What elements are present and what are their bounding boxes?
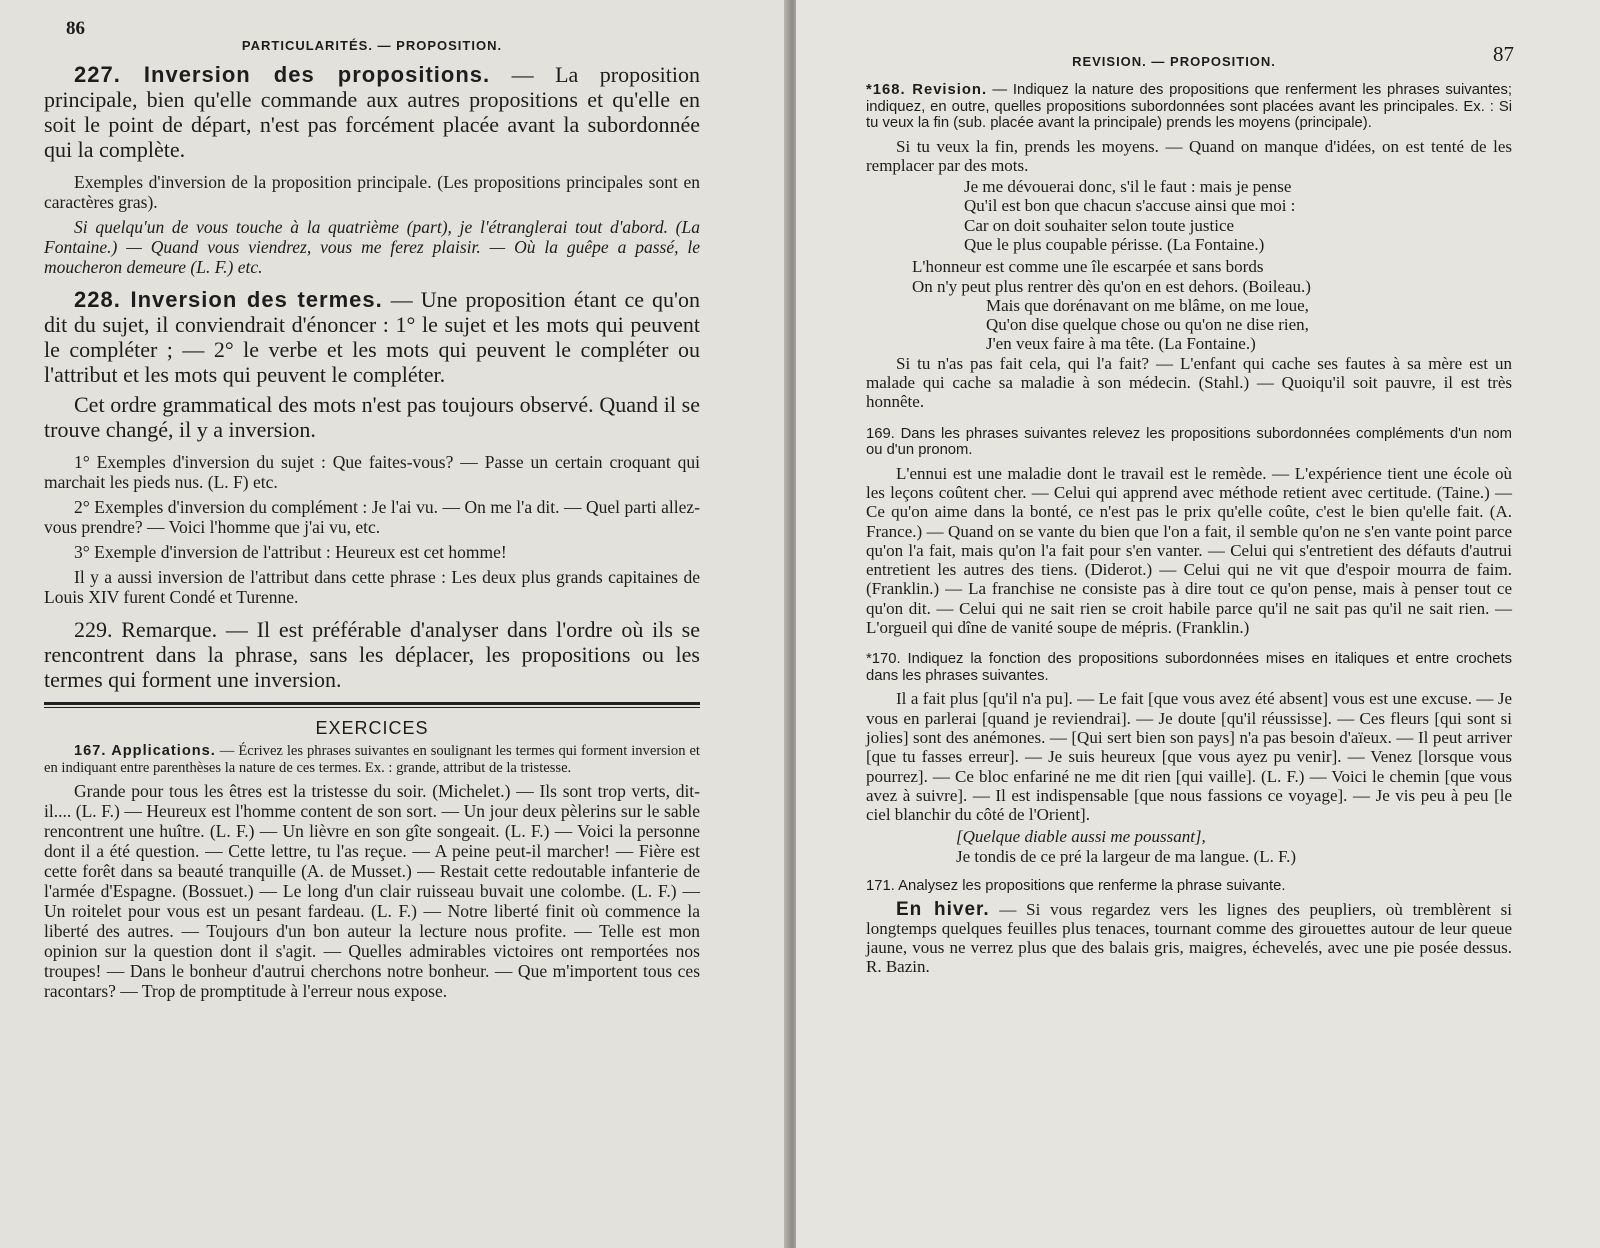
running-head: REVISION. — PROPOSITION. xyxy=(1072,54,1276,69)
right-header xyxy=(866,42,1512,76)
verse-line: L'honneur est comme une île escarpée et sans bords xyxy=(912,257,1264,277)
exercise-169-text: L'ennui est une maladie dont le travail est le remède. — L'expérience tient une école où les leçons coûtent cher. — Celui qui apprend avec méthode retient avec certitude. (Taine.) — Ce qu'on aime dans la bonté, ce n'est pas le prix qu'elle coûte, c'est le bien qu'elle fait. (A. France.) — Quand on se vante du bien que l'on a fait, il semble qu'on ne s'en vante point parce qu'on l'a fait, mais qu'on l'a fait pour s'en vanter. — Celui qui s'entretient des défauts d'autrui entretient les autres des tiens. (Diderot.) — Celui qui ne vit que d'espoir mourra de faim. (Franklin.) — La franchise ne consiste pas à dire tout ce qu'on pense, mais à penser tout ce qu'on dit. — Celui qui ne sait rien se croit habile parce qu'il ne sait pas qu'il ne sait rien. — L'orgueil qui dîne de vanité soupe de mépris. (Franklin.) xyxy=(866,463,1512,638)
verse-line: Mais que dorénavant on me blâme, on me loue, xyxy=(986,295,1309,315)
example-2: 2° Exemples d'inversion du complément : Je l'ai vu. — On me l'a dit. — Quel parti allez-vous prendre? — Voici l'homme que j'ai vu, etc. xyxy=(44,497,700,537)
text-171: — Si vous regardez vers les lignes des peupliers, où tremblèrent si longtemps quelques feuilles plus tenaces, tournant comme des girouettes autour de leur queue jaune, vous ne verrez plus que des balais gris, maigres, échevelés, avec une pie posée dessus. R. Bazin. xyxy=(866,899,1512,977)
right-page xyxy=(796,0,1600,1248)
verse-line: Qu'on dise quelque chose ou qu'on ne dise rien, xyxy=(986,315,1309,335)
exercise-171-text xyxy=(866,900,1512,977)
exercise-170: *170. Indiquez la fonction des propositions subordonnées mises en italiques et entre crochets dans les phrases suivantes. xyxy=(866,651,1512,684)
double-rule xyxy=(44,702,700,708)
exercises-title: EXERCICES xyxy=(315,718,429,738)
verse-4 xyxy=(866,827,1512,866)
exercise-168-text-2: Si tu n'as pas fait cela, qui l'a fait? — L'enfant qui cache ses fautes à sa mère est un malade qui cache sa maladie à son médecin. (Stahl.) — Quoiqu'il soit pauvre, il est très honnête. xyxy=(866,353,1512,412)
instructions-168: — Indiquez la nature des propositions que renferment les phrases suivantes; indiquez, en outre, quelles propositions subordonnées sont placées avant les principales. Ex. : Si tu veux la fin (sub. placée avant la principale) prends les moyens (principale). xyxy=(866,82,1513,131)
paragraph-229: 229. Remarque. — Il est préférable d'analyser dans l'ordre où ils se rencontrent dans la phrase, sans les déplacer, les propositions ou les termes qui forment une inversion. xyxy=(44,617,700,692)
heading-en-hiver: En hiver. xyxy=(896,898,990,920)
text-227: — La proposition principale, bien qu'elle commande aux autres propositions et qu'elle en soit le point de départ, n'est pas forcément placée avant la subordonnée qui la complète. xyxy=(44,62,701,162)
verse-line: Que le plus coupable périsse. (La Fontaine.) xyxy=(964,234,1265,254)
verse-line: J'en veux faire à ma tête. (La Fontaine.) xyxy=(986,334,1256,354)
left-header xyxy=(44,18,700,52)
verse-1 xyxy=(866,177,1512,254)
exercise-167 xyxy=(44,743,700,776)
page-number: 86 xyxy=(66,18,85,39)
heading-227: 227. Inversion des propositions. xyxy=(74,62,491,87)
running-head: PARTICULARITÉS. — PROPOSITION. xyxy=(241,38,503,53)
heading-228: 228. Inversion des termes. xyxy=(74,287,383,312)
example-1: 1° Exemples d'inversion du sujet : Que faites-vous? — Passe un certain croquant qui marchait les pieds nus. (L. F) etc. xyxy=(44,452,700,492)
exercise-168 xyxy=(866,82,1512,132)
paragraph-227 xyxy=(44,62,700,162)
verse-line: [Quelque diable aussi me poussant], xyxy=(956,827,1206,847)
exercise-167-text: Grande pour tous les êtres est la tristesse du soir. (Michelet.) — Ils sont trop verts, dit-il.... (L. F.) — Heureux est l'homme content de son sort. — Un jour deux pèlerins sur le sable rencontrent une huître. (L. F.) — Un lièvre en son gîte songeait. (L. F.) — Voici la personne dont il a été question. — Cette lettre, tu l'as reçue. — A peine peut-il marcher! — Fière est cette forêt dans sa beauté tranquille (A. de Musset.) — Restait cette redoutable infanterie de l'armée d'Espagne. (Bossuet.) — Le long d'un clair ruisseau buvait une colombe. (L. F.) — Un roitelet pour vous est un pesant fardeau. (L. F.) — Notre liberté finit où commence la liberté des autres. — Toujours d'un bon auteur la lecture nous profite. — Telle est mon opinion sur la question dont il s'agit. — Quelles admirables victoires ont remportées nos troupes! — Dans le bonheur d'autrui cherchons notre bonheur. — Que m'importent tous ces racontars? — Trop de promptitude à l'erreur nous expose. xyxy=(44,781,700,1001)
instructions-167: — Écrivez les phrases suivantes en soulignant les termes qui forment inversion et en indiquant entre parenthèses la nature de ces termes. Ex. : grande, attribut de la tristesse. xyxy=(44,743,700,776)
page-number: 87 xyxy=(1493,42,1514,66)
examples-text: Si quelqu'un de vous touche à la quatrième (part), je l'étranglerai tout d'abord. (La Fontaine.) — Quand vous viendrez, vous me ferez plaisir. — Où la guêpe a passé, le moucheron demeure (L. F.) etc. xyxy=(44,217,700,277)
exercise-168-text-1: Si tu veux la fin, prends les moyens. — Quand on manque d'idées, on est tenté de les remplacer par des mots. xyxy=(866,136,1512,175)
heading-168: *168. Revision. xyxy=(866,82,988,98)
exercise-170-text: Il a fait plus [qu'il n'a pu]. — Le fait [que vous avez été absent] vous est une excuse. — Je vous en parlerai [quand je reviendrai]. — Je doute [qu'il réussisse]. — Ces fleurs [qui sont si jolies] sont des anémones. — [Qui sert bien son pays] n'a pas besoin d'aïeux. — Il peut arriver [que tu fasses erreur]. — Je suis heureux [que vous ayez pu venir]. — Venez [lorsque vous pourrez]. — Ce bloc enfariné ne me dit rien [qui vaille]. (L. F.) — Voici le chemin [que vous avez à suivre]. — Il est indispensable [que nous fassions ce voyage]. — Je vis peu à peu [le ciel blanchir du côté de l'Orient]. xyxy=(866,689,1512,825)
example-4: Il y a aussi inversion de l'attribut dans cette phrase : Les deux plus grands capitaines de Louis XIV furent Condé et Turenne. xyxy=(44,567,700,607)
verse-line: Qu'il est bon que chacun s'accuse ainsi que moi : xyxy=(964,196,1296,216)
exercise-171: 171. Analysez les propositions que renferme la phrase suivante. xyxy=(866,878,1286,894)
examples-intro: Exemples d'inversion de la proposition principale. (Les propositions principales sont en caractères gras). xyxy=(44,172,700,212)
verse-line: Je tondis de ce pré la largeur de ma langue. (L. F.) xyxy=(956,846,1297,866)
verse-line: Je me dévouerai donc, s'il le faut : mais je pense xyxy=(964,177,1292,197)
exercise-169: 169. Dans les phrases suivantes relevez les propositions subordonnées compléments d'un nom ou d'un pronom. xyxy=(866,425,1512,459)
heading-167: 167. Applications. xyxy=(74,743,216,759)
text-228: — Une proposition étant ce qu'on dit du sujet, il conviendrait d'énoncer : 1° le sujet et les mots qui peuvent le compléter ; — 2° le verbe et les mots qui peuvent le compléter ou l'attribut et les mots qui peuvent le compléter. xyxy=(44,287,701,387)
example-3: 3° Exemple d'inversion de l'attribut : Heureux est cet homme! xyxy=(74,542,507,562)
paragraph-228 xyxy=(44,287,700,387)
verse-line: Car on doit souhaiter selon toute justice xyxy=(964,215,1235,235)
verse-line: On n'y peut plus rentrer dès qu'on en est dehors. (Boileau.) xyxy=(912,276,1311,296)
verse-2 xyxy=(866,257,1512,296)
verse-3 xyxy=(866,296,1512,354)
paragraph-228b: Cet ordre grammatical des mots n'est pas toujours observé. Quand il se trouve changé, il y a inversion. xyxy=(44,392,700,442)
left-page xyxy=(0,0,788,1248)
